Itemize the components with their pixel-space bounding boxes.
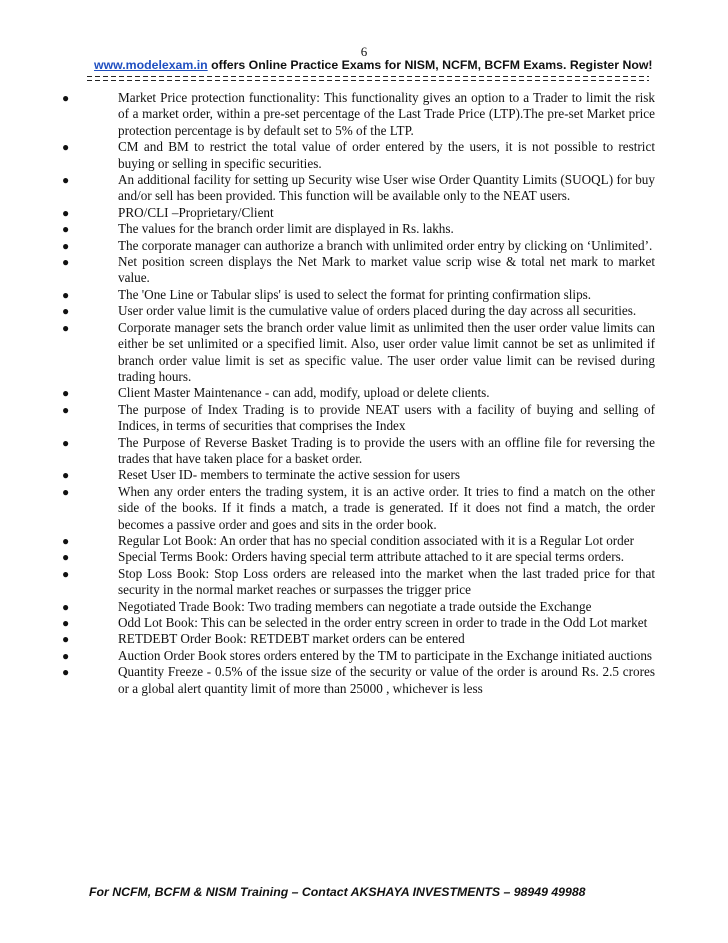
list-item-text: The values for the branch order limit are displayed in Rs. lakhs. (118, 221, 454, 237)
page-number: 6 (360, 44, 368, 59)
list-item (0, 549, 728, 565)
list-item (0, 484, 728, 533)
list-item-text: When any order enters the trading system, it is an active order. It tries to find a match on the other side of the books. If it finds a match, a trade is generated. If it does not find a match, the order becomes a passive order and goes and sits in the order book. (118, 483, 655, 532)
list-item (0, 566, 728, 599)
bullet-icon: ● (62, 550, 70, 565)
bullet-icon: ● (62, 320, 70, 335)
bullet-icon: ● (62, 238, 70, 253)
list-item-text: The Purpose of Reverse Basket Trading is to provide the users with an offline file for reversing the trades that have taken place for a basket order. (118, 434, 655, 466)
bullet-icon: ● (62, 648, 70, 663)
list-item (0, 238, 728, 254)
bullet-icon: ● (62, 287, 70, 302)
list-item-text: Auction Order Book stores orders entered by the TM to participate in the Exchange initiated auctions (118, 647, 653, 663)
list-item (0, 435, 728, 468)
list-item-text: Regular Lot Book: An order that has no special condition associated with it is a Regular Lot order (118, 532, 635, 548)
list-item (0, 631, 728, 647)
bullet-icon: ● (62, 599, 70, 614)
promo-header (94, 57, 674, 73)
list-item-text: CM and BM to restrict the total value of order entered by the users, it is not possible to restrict buying or selling in specific securities. (118, 139, 655, 171)
list-item (0, 90, 728, 139)
list-item (0, 287, 728, 303)
bullet-icon: ● (62, 468, 70, 483)
list-item-text: The purpose of Index Trading is to provide NEAT users with a facility of buying and selling of Indices, in terms of securities that comprises the Index (118, 401, 655, 434)
list-item (0, 172, 728, 205)
bullet-icon: ● (62, 435, 70, 450)
double-dashed-divider (87, 72, 649, 85)
list-item (0, 303, 728, 319)
list-item-text: An additional facility for setting up Security wise User wise Order Quantity Limits (SUOQL) for buy and/or sell has been provided. This function will be available only to the NEAT users. (118, 172, 655, 204)
list-item-text: Reset User ID- members to terminate the active session for users (118, 467, 461, 483)
list-item-text: The corporate manager can authorize a branch with unlimited order entry by clicking on ‘Unlimited’. (118, 237, 653, 253)
promo-text: offers Online Practice Exams for NISM, NCFM, BCFM Exams. Register Now! (207, 58, 653, 72)
list-item-text: RETDEBT Order Book: RETDEBT market orders can be entered (118, 631, 465, 647)
list-item-text: Client Master Maintenance - can add, modify, upload or delete clients. (118, 385, 490, 401)
bullet-icon: ● (62, 386, 70, 401)
bullet-icon: ● (62, 616, 70, 630)
list-item-text: Negotiated Trade Book: Two trading members can negotiate a trade outside the Exchange (118, 598, 592, 614)
list-item-text: Net position screen displays the Net Mark to market value scrip wise & total net mark to market value. (118, 254, 655, 286)
list-item (0, 385, 728, 401)
list-item-text: PRO/CLI –Proprietary/Client (118, 204, 274, 220)
bullet-icon: ● (62, 205, 70, 220)
list-item-text: Corporate manager sets the branch order value limit as unlimited then the user order value limits can either be set unlimited or a specified limit. Also, user order value limit cannot be set as unlimited if branch order value limit is set as specific value. The user order value limit can be revised during trading hours. (118, 319, 655, 384)
bullet-icon: ● (62, 484, 70, 499)
list-item (0, 254, 728, 287)
list-item (0, 533, 728, 549)
list-item (0, 615, 728, 631)
bullet-icon: ● (62, 91, 70, 105)
contact-footer: For NCFM, BCFM & NISM Training – Contact AKSHAYA INVESTMENTS – 98949 49988 (89, 885, 586, 899)
list-item-text: Stop Loss Book: Stop Loss orders are released into the market when the last traded price for that security in the normal market reaches or surpasses the trigger price (118, 565, 655, 598)
list-item (0, 139, 728, 172)
bullet-icon: ● (62, 173, 70, 188)
bullet-icon: ● (62, 304, 70, 319)
bullet-icon: ● (62, 140, 70, 155)
list-item-text: Odd Lot Book: This can be selected in the order entry screen in order to trade in the Odd Lot market (118, 615, 648, 630)
list-item (0, 599, 728, 615)
bullet-icon: ● (62, 566, 70, 581)
list-item-text: Quantity Freeze - 0.5% of the issue size of the security or value of the order is around Rs. 2.5 crores or a global alert quantity limit of more than 25000 , whichever is less (118, 664, 655, 696)
list-item-text: The 'One Line or Tabular slips' is used to select the format for printing confirmation slips. (118, 286, 592, 302)
list-item-text: Special Terms Book: Orders having special term attribute attached to it are special terms orders. (118, 549, 625, 565)
document-body (0, 90, 728, 697)
list-item (0, 402, 728, 435)
bullet-icon: ● (62, 222, 70, 237)
bullet-list (0, 90, 728, 697)
list-item (0, 664, 728, 697)
list-item-text: User order value limit is the cumulative value of orders placed during the day across all securities. (118, 303, 637, 319)
list-item (0, 648, 728, 664)
bullet-icon: ● (62, 665, 70, 680)
website-link[interactable]: www.modelexam.in (94, 58, 208, 72)
bullet-icon: ● (62, 255, 70, 270)
bullet-icon: ● (62, 533, 70, 548)
list-item (0, 320, 728, 386)
bullet-icon: ● (62, 402, 70, 417)
list-item-text: Market Price protection functionality: This functionality gives an option to a Trader to limit the risk of a market order, within a pre-set percentage of the Last Trade Price (LTP).The pre-set Market price protection percentage is by default set to 5% of the LTP. (118, 90, 655, 138)
list-item (0, 467, 728, 483)
list-item (0, 221, 728, 237)
list-item (0, 205, 728, 221)
bullet-icon: ● (62, 632, 70, 647)
